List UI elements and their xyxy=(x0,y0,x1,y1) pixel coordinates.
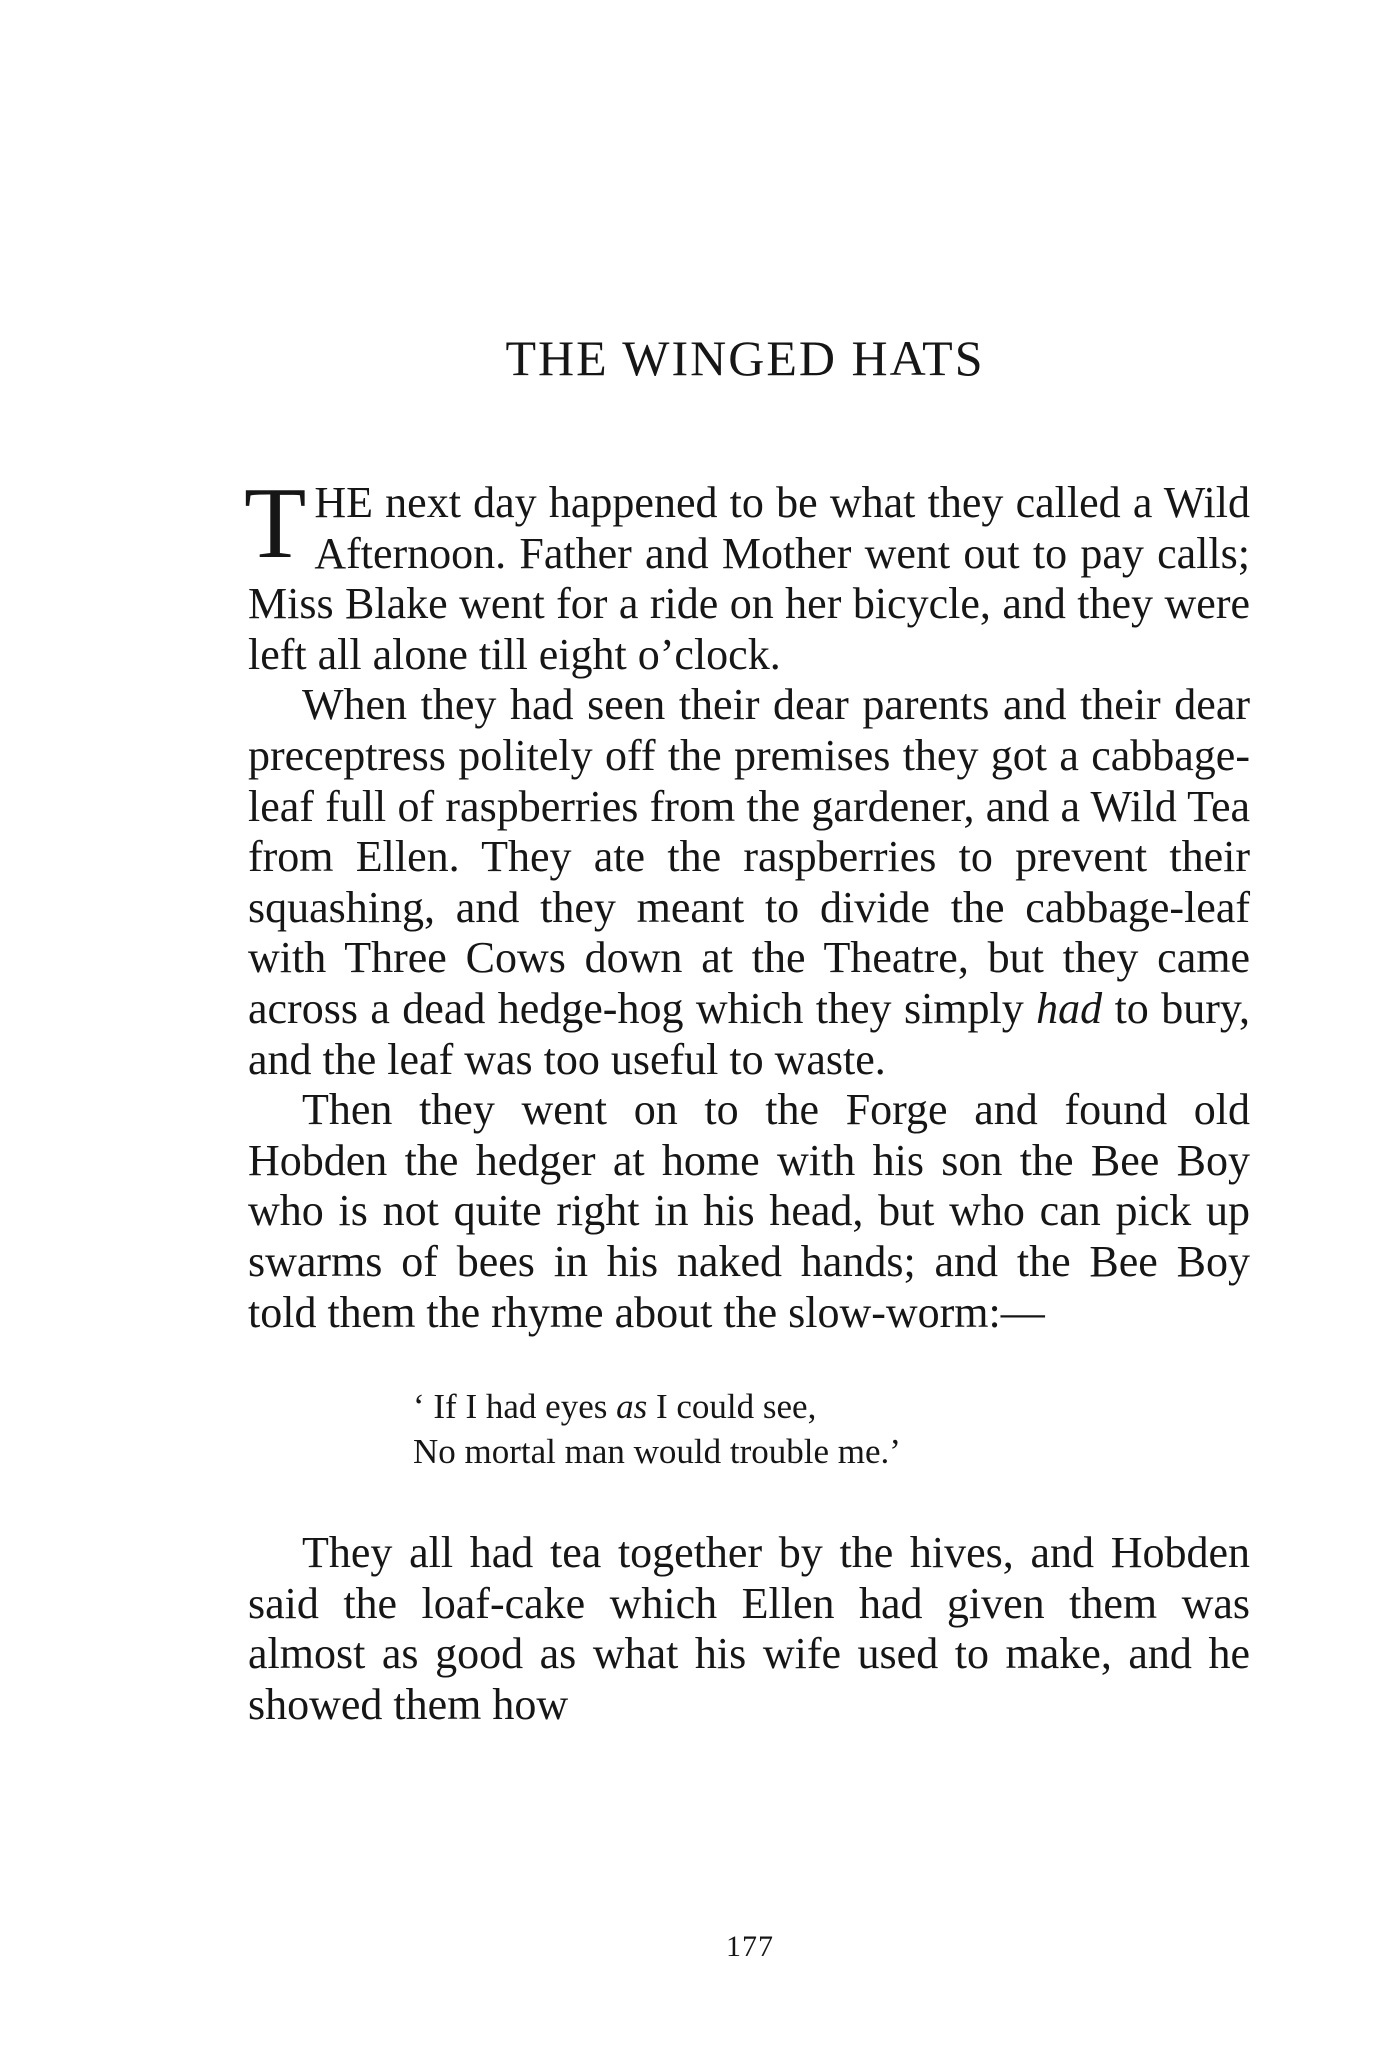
paragraph-1-text: HE next day happened to be what they called a Wild Afternoon. Father and Mother went out to pay calls; Miss Blake went for a ride on her bicycle, and they were left all alone till eight o’clock. xyxy=(248,478,1250,679)
paragraph-2 xyxy=(248,680,1250,1085)
paragraph-4-text: They all had tea together by the hives, and Hobden said the loaf-cake which Ellen had given them was almost as good as what his wife used to make, and he showed them how xyxy=(248,1528,1250,1729)
paragraph-2-text: When they had seen their dear parents and their dear preceptress politely off the premises they got a cabbage-leaf full of raspberries from the gardener, and a Wild Tea from Ellen. They ate the raspberries to prevent their squashing, and they meant to divide the cabbage-leaf with Three Cows down at the Theatre, but they came across a dead hedge-hog which they simply xyxy=(248,680,1250,1033)
verse-quote xyxy=(413,1384,1250,1474)
paragraph-2-emphasis: had xyxy=(1036,983,1103,1033)
paragraph-4 xyxy=(248,1528,1250,1730)
paragraph-3-text: Then they went on to the Forge and found old Hobden the hedger at home with his son the Bee Boy who is not quite right in his head, but who can pick up swarms of bees in his naked hands; and the Bee Boy told them the rhyme about the slow-worm:— xyxy=(248,1085,1250,1337)
paragraph-2-end: to bury, and the leaf was too useful to waste. xyxy=(248,983,1251,1084)
paragraph-3 xyxy=(248,1085,1250,1338)
verse-line-1-emphasis: as xyxy=(616,1387,648,1427)
body-text xyxy=(244,467,1251,1730)
page-number: 177 xyxy=(726,1930,774,1963)
verse-line-1-end: I could see, xyxy=(655,1387,817,1427)
chapter-title: THE WINGED HATS xyxy=(505,330,985,386)
verse-line-1 xyxy=(413,1384,1250,1429)
verse-line-2: No mortal man would trouble me.’ xyxy=(413,1432,901,1472)
drop-cap: T xyxy=(244,467,307,580)
paragraph-1 xyxy=(244,467,1250,680)
verse-line-1-start: ‘ If I had eyes xyxy=(413,1387,608,1427)
